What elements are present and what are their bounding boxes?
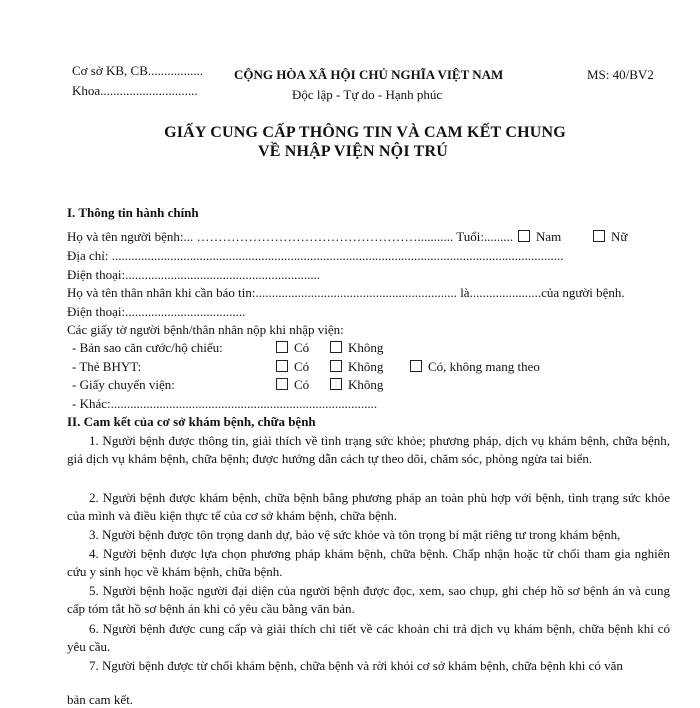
commitment-item-6: 6. Người bệnh được cung cấp và giải thích chi tiết về các khoản chi trả dịch vụ khám bệnh, chữa bệnh khi có yêu cầu. xyxy=(67,621,670,654)
document-title-line2: VỀ NHẬP VIỆN NỘI TRÚ xyxy=(257,143,449,160)
facility-field: Cơ sở KB, CB................. xyxy=(72,63,204,78)
option-label: Không xyxy=(348,377,384,392)
commitment-item-7: 7. Người bệnh được từ chối khám bệnh, chữa bệnh và rời khỏi cơ sở khám bệnh, chữa bệnh khi có văn xyxy=(89,658,623,673)
doc-insurance-yes[interactable] xyxy=(276,359,309,375)
relative-field: Họ và tên thân nhân khi cần báo tin:.............................................................. là......................của người bệnh. xyxy=(67,285,625,300)
checkbox[interactable] xyxy=(330,378,342,390)
doc-transfer-no[interactable] xyxy=(330,377,383,393)
department-field: Khoa.............................. xyxy=(72,83,198,98)
commitment-item-7-continuation: bản cam kết. xyxy=(67,692,134,707)
checkbox[interactable] xyxy=(276,360,288,372)
relative-phone-field: Điện thoại:..................................... xyxy=(67,304,246,319)
address-field: Địa chỉ: ........................................................................................................................................... xyxy=(67,248,564,263)
doc-transfer-label: - Giấy chuyển viện: xyxy=(72,377,175,392)
male-label: Nam xyxy=(536,229,562,244)
doc-insurance-no[interactable] xyxy=(330,359,383,375)
checkbox[interactable] xyxy=(330,341,342,353)
option-label: Có xyxy=(294,340,310,355)
patient-name-field: Họ và tên người bệnh:... ……………………………………………........... Tuổi:......... xyxy=(67,229,514,244)
doc-transfer-yes[interactable] xyxy=(276,377,309,393)
checkbox[interactable] xyxy=(330,360,342,372)
commitment-item-1: 1. Người bệnh được thông tin, giải thích về tình trạng sức khỏe; phương pháp, dịch vụ khám bệnh, chữa bệnh, giá dịch vụ khám bệnh, chữa bệnh; được hướng dẫn cách tự theo dõi, chăm sóc, phòng ngừa tai biến. xyxy=(67,433,670,466)
checkbox[interactable] xyxy=(276,378,288,390)
option-label: Có xyxy=(294,359,310,374)
section1-heading: I. Thông tin hành chính xyxy=(67,205,199,220)
gender-male-option[interactable] xyxy=(518,229,561,245)
doc-id-no[interactable] xyxy=(330,340,383,356)
option-label: Không xyxy=(348,340,384,355)
doc-insurance-not-brought[interactable] xyxy=(410,359,540,375)
option-label: Có xyxy=(294,377,310,392)
doc-insurance-label: - Thẻ BHYT: xyxy=(72,359,142,374)
checkbox[interactable] xyxy=(410,360,422,372)
doc-id-yes[interactable] xyxy=(276,340,309,356)
commitment-item-4: 4. Người bệnh được lựa chọn phương pháp khám bệnh, chữa bệnh. Chấp nhận hoặc từ chối tham gia nghiên cứu y sinh học về khám bệnh, chữa bệnh. xyxy=(67,546,670,579)
male-checkbox[interactable] xyxy=(518,230,530,242)
document-title-line1: GIẤY CUNG CẤP THÔNG TIN VÀ CAM KẾT CHUNG xyxy=(164,124,566,141)
option-label: Có, không mang theo xyxy=(428,359,540,374)
checkbox[interactable] xyxy=(276,341,288,353)
female-label: Nữ xyxy=(611,229,628,244)
commitment-item-2: 2. Người bệnh được khám bệnh, chữa bệnh bằng phương pháp an toàn phù hợp với bệnh, tình trạng sức khỏe của mình và điều kiện thực tế của cơ sở khám bệnh, chữa bệnh. xyxy=(67,490,670,523)
motto: Độc lập - Tự do - Hạnh phúc xyxy=(292,87,443,102)
doc-id-label: - Bản sao căn cước/hộ chiếu: xyxy=(72,340,223,355)
commitment-item-5: 5. Người bệnh hoặc người đại diện của người bệnh được đọc, xem, sao chụp, ghi chép hồ sơ bệnh án và cung cấp tóm tắt hồ sơ bệnh án khi có yêu cầu bằng văn bản. xyxy=(67,583,670,616)
form-code: MS: 40/BV2 xyxy=(587,67,654,82)
documents-intro: Các giấy tờ người bệnh/thân nhân nộp khi nhập viện: xyxy=(67,322,344,337)
option-label: Không xyxy=(348,359,384,374)
female-checkbox[interactable] xyxy=(593,230,605,242)
commitment-item-3: 3. Người bệnh được tôn trọng danh dự, bảo vệ sức khỏe và tôn trọng bí mật riêng tư trong khám bệnh, xyxy=(89,527,621,542)
phone-field: Điện thoại:............................................................ xyxy=(67,267,321,282)
gender-female-option[interactable] xyxy=(593,229,627,245)
nation-heading: CỘNG HÒA XÃ HỘI CHỦ NGHĨA VIỆT NAM xyxy=(234,67,504,82)
section2-heading: II. Cam kết của cơ sở khám bệnh, chữa bệnh xyxy=(67,414,316,429)
doc-other-field: - Khác:.................................................................................. xyxy=(72,396,378,411)
